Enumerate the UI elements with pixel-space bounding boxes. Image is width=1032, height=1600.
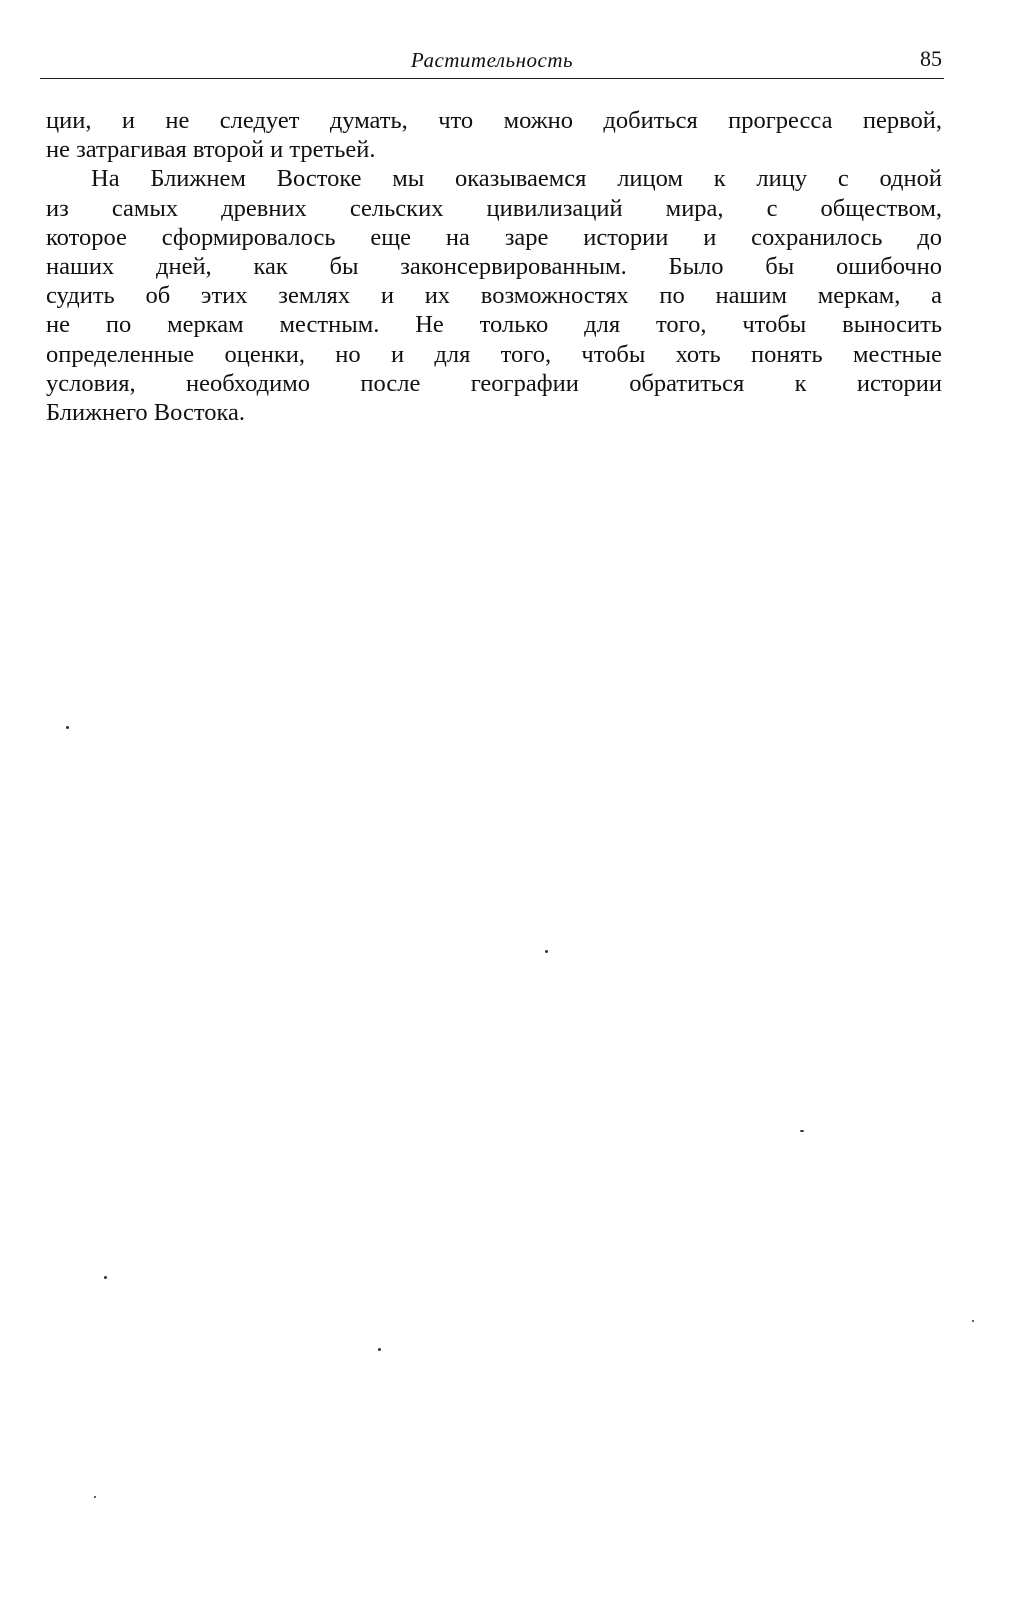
scan-speck (972, 1320, 974, 1322)
text-line: не по меркам местным. Не только для того, чтобы выносить (46, 311, 942, 339)
text-line: определенные оценки, но и для того, чтобы хоть понять местные (46, 340, 942, 368)
scan-speck (66, 726, 69, 729)
body-text (46, 106, 942, 427)
scan-speck (378, 1348, 381, 1351)
scan-speck (104, 1276, 107, 1279)
page-header (40, 44, 944, 79)
text-line: судить об этих землях и их возможностях по нашим меркам, а (46, 282, 942, 310)
paragraph-2 (46, 164, 942, 427)
running-title: Растительность (410, 48, 574, 72)
scan-speck (545, 950, 548, 953)
text-line: ции, и не следует думать, что можно добиться прогресса первой, (46, 107, 942, 134)
text-line: Ближнего Востока. (46, 398, 246, 426)
text-line: наших дней, как бы законсервированным. Было бы ошибочно (46, 252, 942, 280)
scan-speck (800, 1130, 804, 1132)
text-line: На Ближнем Востоке мы оказываемся лицом к лицу с одной (91, 165, 942, 193)
paragraph-1 (46, 106, 942, 164)
text-line: из самых древних сельских цивилизаций мира, с обществом, (46, 194, 942, 222)
page-number: 85 (920, 46, 942, 71)
text-line: которое сформировалось еще на заре истории и сохранилось до (46, 223, 942, 251)
text-line: условия, необходимо после географии обратиться к истории (46, 369, 942, 397)
scan-speck (94, 1496, 96, 1498)
text-line: не затрагивая второй и третьей. (46, 136, 376, 164)
